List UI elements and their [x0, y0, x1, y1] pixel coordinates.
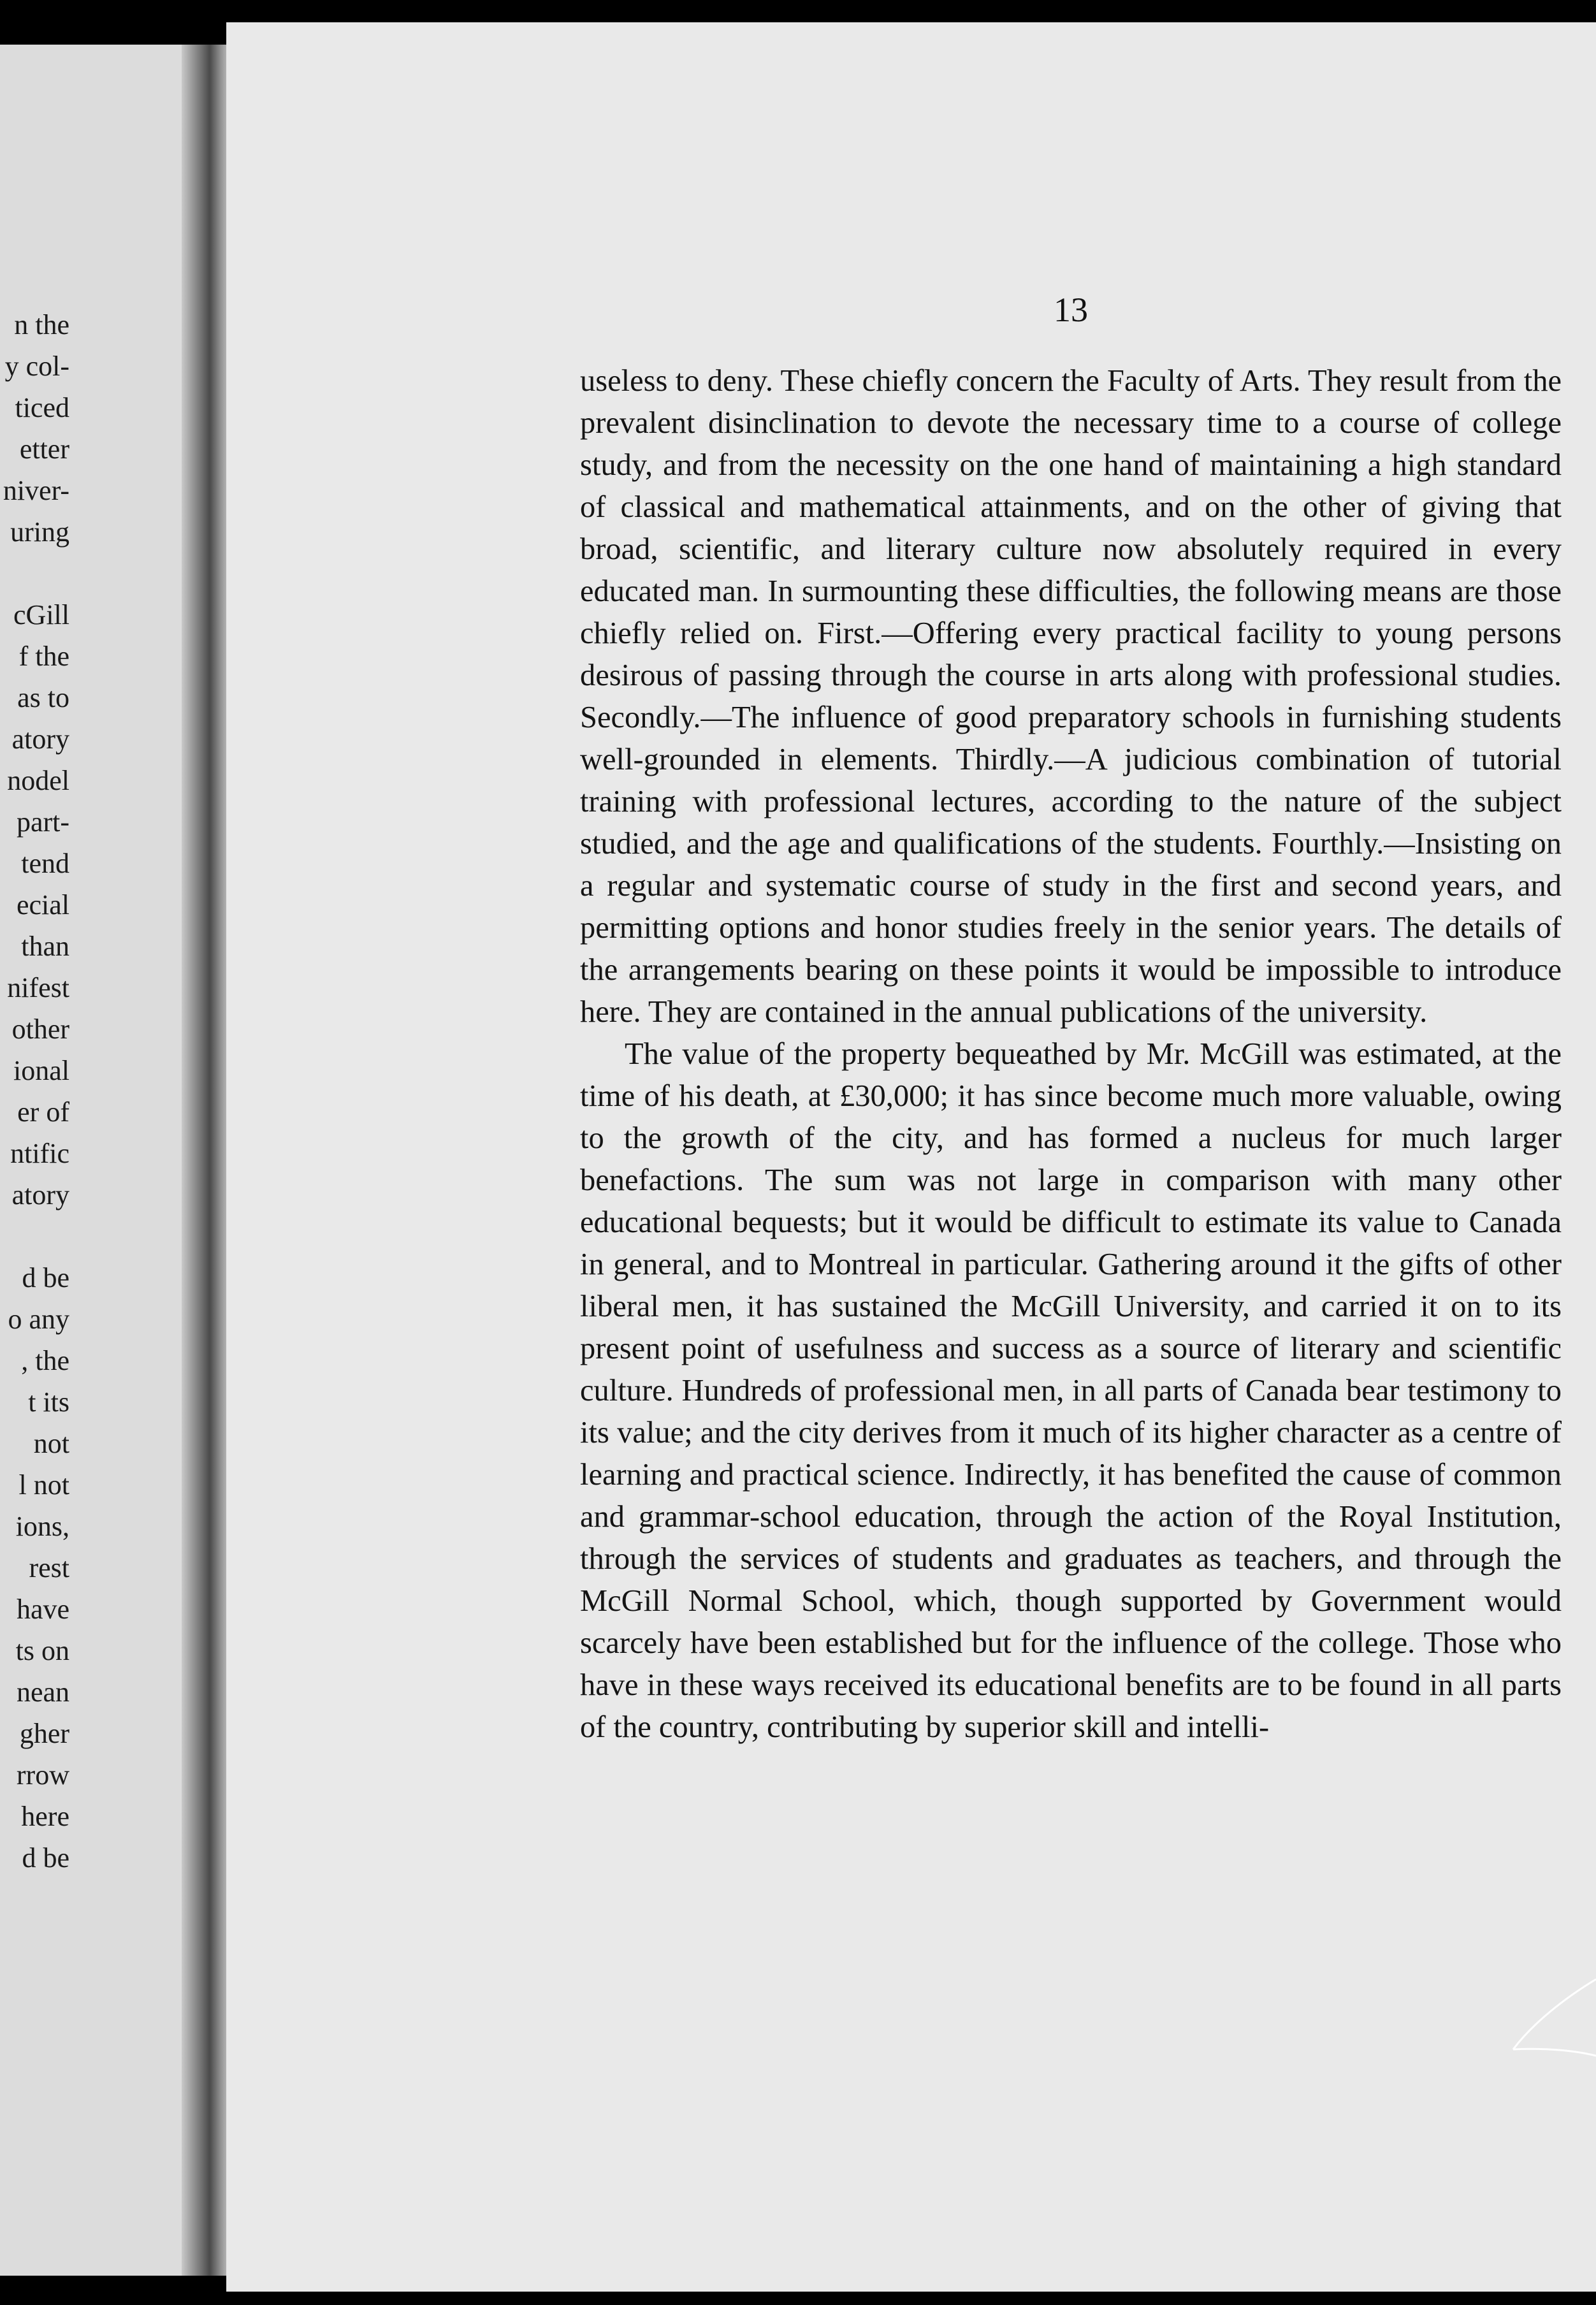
facing-page-line: atory: [11, 1179, 69, 1211]
facing-page-line: y col-: [4, 351, 69, 382]
facing-page-line: ticed: [15, 392, 69, 423]
page-corner-mark: [1475, 1973, 1596, 2062]
paragraph-faculty-of-arts: useless to deny. These chiefly concern the Faculty of Arts. They result from the prevalent disinclination to devote the necessary time to a course of college study, and from the necessity on the one hand of maintaining a high standard of classical and mathematical attainments, and on the other of giving that broad, scientific, and literary culture now absolutely required in every educated man. In surmounting these difficulties, the following means are those chiefly relied on. First.—Offering every practical facility to young persons desirous of passing through the course in arts along with professional studies. Secondly.—The influence of good preparatory schools in furnishing students well-grounded in elements. Thirdly.—A judicious combination of tutorial training with professional lectures, according to the nature of the subject studied, and the age and qualifications of the students. Fourthly.—Insisting on a regular and systematic course of study in the first and second years, and permitting options and honor studies freely in the senior years. The details of the arrangements bearing on these points it would be impossible to introduce here. They are contained in the annual publications of the university.: [580, 364, 1562, 1029]
facing-page-line: not: [33, 1428, 69, 1459]
facing-page-line: other: [11, 1014, 69, 1045]
facing-page-line: cGill: [13, 599, 69, 630]
facing-page-line: f the: [18, 641, 69, 672]
facing-page-line: o any: [8, 1304, 69, 1335]
facing-page-line: ions,: [15, 1511, 69, 1542]
facing-page-line: nean: [16, 1676, 69, 1708]
book-page: [226, 22, 1596, 2292]
facing-page: [0, 45, 207, 2276]
page-number: 13: [1054, 291, 1088, 329]
facing-page-line: atory: [11, 723, 69, 755]
facing-page-line: ional: [13, 1055, 69, 1086]
facing-page-line: rest: [29, 1552, 69, 1583]
facing-page-line: etter: [19, 433, 69, 465]
facing-page-text: [0, 45, 207, 2276]
facing-page-line: ts on: [15, 1635, 69, 1666]
facing-page-line: part-: [16, 806, 69, 838]
facing-page-line: gher: [19, 1718, 69, 1749]
facing-page-line: rrow: [16, 1759, 69, 1791]
facing-page-line: t its: [28, 1386, 69, 1418]
facing-page-line: have: [16, 1594, 69, 1625]
facing-page-line: than: [21, 931, 69, 962]
book-gutter: [182, 45, 233, 2276]
facing-page-line: tend: [21, 848, 69, 879]
facing-page-line: nodel: [7, 765, 69, 796]
facing-page-line: nifest: [7, 972, 69, 1003]
facing-page-line: ntific: [10, 1138, 69, 1169]
facing-page-line: n the: [14, 309, 69, 340]
facing-page-line: er of: [17, 1096, 69, 1128]
facing-page-line: uring: [10, 516, 69, 548]
facing-page-line: as to: [17, 682, 69, 713]
paragraph-mcgill-bequest: The value of the property bequeathed by Mr. McGill was estimated, at the time of his death, at £30,000; it has since become much more valuable, owing to the growth of the city, and has formed a nucleus for much larger benefactions. The sum was not large in comparison with many other educational bequests; but it would be difficult to estimate its value to Canada in general, and to Montreal in particular. Gathering around it the gifts of other liberal men, it has sustained the McGill University, and carried it on to its present point of usefulness and success as a source of literary and scientific culture. Hundreds of professional men, in all parts of Canada bear testimony to its value; and the city derives from it much of its higher character as a centre of learning and practical science. Indirectly, it has benefited the cause of common and grammar-school education, through the action of the Royal Institution, through the services of students and graduates as teachers, and through the McGill Normal School, which, though supported by Government would scarcely have been established but for the influence of the college. Those who have in these ways received its educational benefits are to be found in all parts of the country, contributing by superior skill and intelli-: [580, 1037, 1562, 1744]
page-body: [580, 360, 1562, 1749]
facing-page-line: l not: [18, 1469, 69, 1501]
facing-page-line: here: [21, 1801, 69, 1832]
facing-page-line: , the: [21, 1345, 69, 1376]
facing-page-line: niver-: [3, 475, 69, 506]
facing-page-line: ecial: [16, 889, 69, 920]
facing-page-line: d be: [22, 1262, 69, 1293]
facing-page-line: d be: [22, 1842, 69, 1873]
